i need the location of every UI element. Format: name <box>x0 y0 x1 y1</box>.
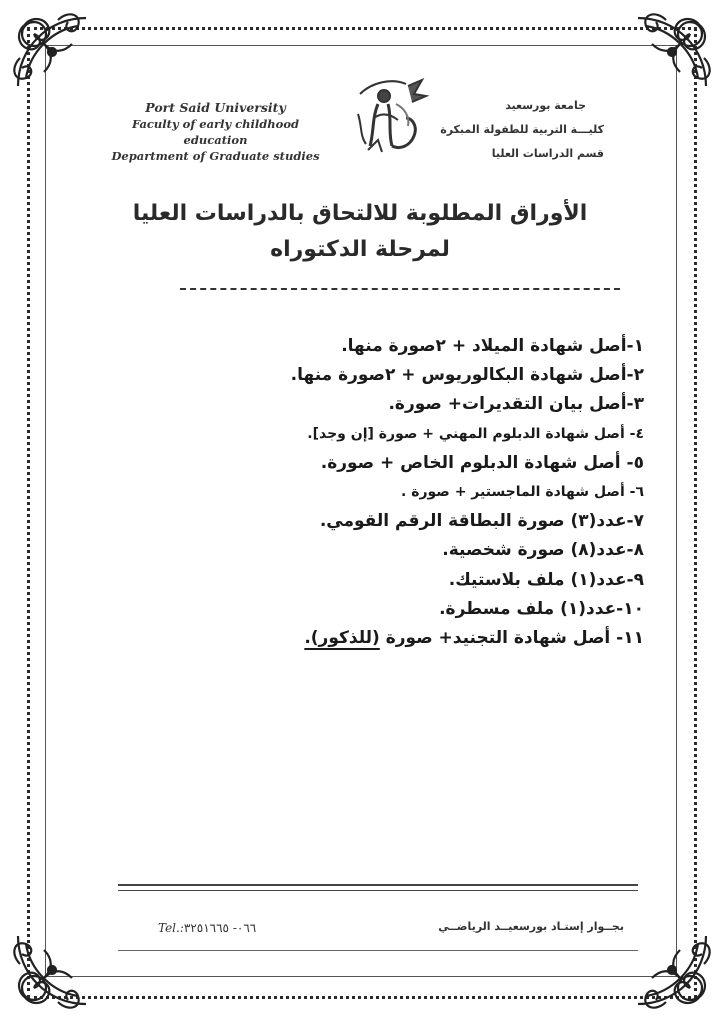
requirements-list <box>124 332 644 653</box>
list-item: ٤- أصل شهادة الدبلوم المهني + صورة [إن وجد]. <box>307 425 644 442</box>
footer-divider <box>118 890 638 891</box>
ornamental-corner-icon <box>628 926 716 1014</box>
ornamental-corner-icon <box>8 8 96 96</box>
footer-telephone <box>158 921 256 935</box>
list-item-text: ١١- أصل شهادة التجنيد+ صورة <box>379 628 644 649</box>
ornamental-corner-icon <box>8 926 96 1014</box>
list-item: ٧-عدد(٣) صورة البطاقة الرقم القومي. <box>319 511 644 532</box>
title-line-1: الأوراق المطلوبة للالتحاق بالدراسات العليا <box>132 201 588 226</box>
department-name-ar: قسم الدراسات العليا <box>491 147 604 160</box>
list-item: ٢-أصل شهادة البكالوريوس + ٢صورة منها. <box>290 365 644 386</box>
university-emblem-icon <box>348 74 432 158</box>
footer-divider <box>118 950 638 951</box>
university-name-ar: جامعة بورسعيد <box>505 99 586 112</box>
list-item: ١٠-عدد(١) ملف مسطرة. <box>439 598 644 619</box>
tel-label: Tel.: <box>158 921 184 935</box>
header-arabic <box>429 94 604 166</box>
list-item: ٥- أصل شهادة الدبلوم الخاص + صورة. <box>320 452 644 473</box>
list-item: ٨-عدد(٨) صورة شخصية. <box>442 540 644 561</box>
faculty-name-ar: كليـــة التربية للطفولة المبكرة <box>440 123 604 136</box>
header-english <box>108 100 323 164</box>
list-item: ٦- أصل شهادة الماجستير + صورة . <box>401 484 644 501</box>
males-only-note: (للذكور). <box>304 628 380 649</box>
list-item: ٩-عدد(١) ملف بلاستيك. <box>448 569 644 590</box>
footer-address: بجــوار إستـاد بورسعيــد الرياضــي <box>438 920 624 933</box>
list-item <box>124 624 644 653</box>
university-name-en: Port Said University <box>145 100 286 115</box>
list-item: ٣-أصل بيان التقديرات+ صورة. <box>388 394 644 415</box>
faculty-name-en: Faculty of early childhood education <box>131 117 300 147</box>
tel-number: ٠٦٦- ٣٢٥١٦٦٥ <box>183 921 257 935</box>
title-line-2: لمرحلة الدكتوراه <box>270 237 450 262</box>
list-item: ١-أصل شهادة الميلاد + ٢صورة منها. <box>341 336 644 356</box>
footer-divider <box>118 884 638 886</box>
dashed-separator <box>180 288 620 290</box>
ornamental-corner-icon <box>628 8 716 96</box>
department-name-en: Department of Graduate studies <box>111 149 320 163</box>
page-title <box>100 196 620 268</box>
